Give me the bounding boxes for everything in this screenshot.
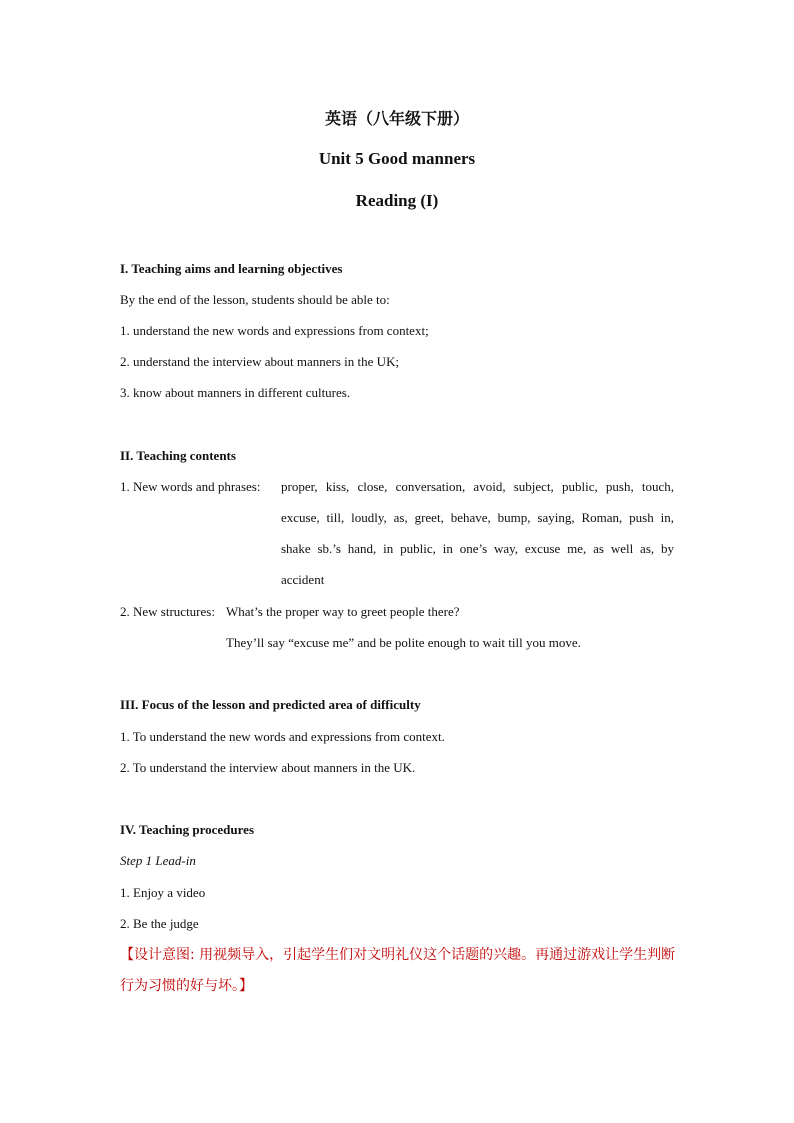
- section3-heading: III. Focus of the lesson and predicted area of difficulty: [120, 697, 421, 712]
- new-structures-label: 2. New structures:: [120, 604, 215, 619]
- objective-item: 1. understand the new words and expressions from context;: [120, 323, 429, 338]
- new-words-line: accident: [281, 572, 325, 587]
- focus-item: 2. To understand the interview about manners in the UK.: [120, 760, 416, 775]
- lesson-title: Reading (I): [355, 191, 439, 210]
- procedure-item: 1. Enjoy a video: [120, 885, 206, 900]
- objective-item: 3. know about manners in different cultures.: [120, 385, 351, 400]
- focus-item: 1. To understand the new words and expressions from context.: [120, 729, 445, 744]
- new-words-line: proper, kiss, close, conversation, avoid, subject, public, push, touch,: [281, 479, 674, 494]
- step-title: Step 1 Lead-in: [120, 853, 196, 868]
- section1-intro: By the end of the lesson, students should be able to:: [120, 292, 390, 307]
- new-structure: They’ll say “excuse me” and be polite enough to wait till you move.: [226, 635, 581, 650]
- section4-heading: IV. Teaching procedures: [120, 822, 255, 837]
- procedure-item: 2. Be the judge: [120, 916, 199, 931]
- new-words-line: excuse, till, loudly, as, greet, behave, bump, saying, Roman, push in,: [281, 510, 674, 525]
- new-structure: What’s the proper way to greet people there?: [226, 604, 460, 619]
- objective-item: 2. understand the interview about manners in the UK;: [120, 354, 400, 369]
- new-words-line: shake sb.’s hand, in public, in one’s way, excuse me, as well as, by: [281, 541, 674, 556]
- new-words-label: 1. New words and phrases:: [120, 479, 261, 494]
- subject-title: 英语（八年级下册）: [324, 109, 469, 128]
- section1-heading: I. Teaching aims and learning objectives: [120, 261, 343, 276]
- design-intent-note: 【设计意图: 用视频导入，引起学生们对文明礼仪这个话题的兴趣。再通过游戏让学生判断行为习惯的好与坏。】: [120, 947, 676, 994]
- section2-heading: II. Teaching contents: [120, 448, 236, 463]
- unit-title: Unit 5 Good manners: [318, 149, 476, 168]
